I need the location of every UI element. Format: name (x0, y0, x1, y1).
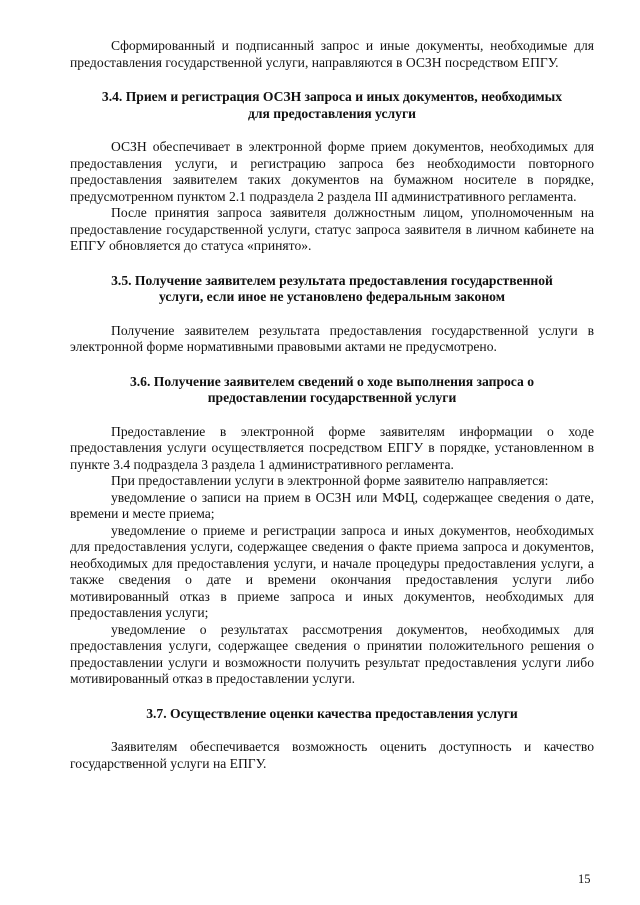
section-3-6-paragraph-4: уведомление о приеме и регистрации запроса и иных документов, необходимых для предоставления услуги, содержащее сведения о факте приема запроса и документов, необходимых для предоставления услуги, и начале процедуры предоставления услуги, а также сведения о дате и времени окончания предоставления услуги либо мотивированный отказ в приеме запроса и иных документов, необходимых для предоставления услуги; (70, 522, 594, 620)
spacer (70, 71, 594, 89)
section-3-5-heading: 3.5. Получение заявителем результата предоставления государственной услуги, если иное не установлено федеральным законом (111, 272, 553, 304)
section-3-5-paragraph-1: Получение заявителем результата предоставления государственной услуги в электронной форме нормативными правовыми актами не предусмотрено. (70, 322, 594, 354)
spacer (70, 688, 594, 706)
section-3-7-paragraph-1: Заявителям обеспечивается возможность оценить доступность и качество государственной услуги на ЕПГУ. (70, 739, 594, 771)
section-3-7-heading: 3.7. Осуществление оценки качества предоставления услуги (146, 705, 518, 721)
page-number: 15 (578, 872, 591, 886)
section-3-6-heading: 3.6. Получение заявителем сведений о ходе выполнения запроса о предоставлении государственной услуги (129, 373, 534, 405)
section-3-6-paragraph-1: Предоставление в электронной форме заявителям информации о ходе предоставления услуги осуществляется посредством ЕПГУ в порядке, установленном в пункте 3.4 подраздела 3 раздела 1 административного регламента. (70, 423, 594, 472)
section-3-6-paragraph-2: При предоставлении услуги в электронной форме заявителю направляется: (111, 473, 549, 488)
spacer (70, 255, 594, 273)
document-page (70, 38, 594, 772)
section-3-4-heading: 3.4. Прием и регистрация ОСЗН запроса и иных документов, необходимых для предоставления услуги (101, 89, 563, 121)
section-3-4-paragraph-1: ОСЗН обеспечивает в электронной форме прием документов, необходимых для предоставления услуги, и регистрацию запроса без необходимости повторного предоставления заявителем таких документов на бумажном носителе в порядке, предусмотренном пунктом 2.1 подраздела 2 раздела III административного регламента. (70, 139, 594, 204)
spacer (70, 122, 594, 139)
spacer (70, 356, 594, 374)
spacer (70, 407, 594, 424)
section-3-4-paragraph-2: После принятия запроса заявителя должностным лицом, уполномоченным на предоставление государственной услуги, статус запроса заявителя в личном кабинете на ЕПГУ обновляется до статуса «принято». (70, 205, 594, 253)
section-3-6-paragraph-5: уведомление о результатах рассмотрения документов, необходимых для предоставления услуги, содержащее сведения о принятии положительного решения о предоставлении услуги и возможности получить результат предоставления услуги либо мотивированный отказ в предоставлении услуги. (70, 621, 594, 686)
spacer (70, 306, 594, 323)
intro-paragraph: Сформированный и подписанный запрос и иные документы, необходимые для предоставления государственной услуги, направляются в ОСЗН посредством ЕПГУ. (70, 38, 594, 70)
section-3-6-paragraph-3: уведомление о записи на прием в ОСЗН или МФЦ, содержащее сведения о дате, времени и месте приема; (70, 489, 594, 521)
spacer (70, 722, 594, 739)
